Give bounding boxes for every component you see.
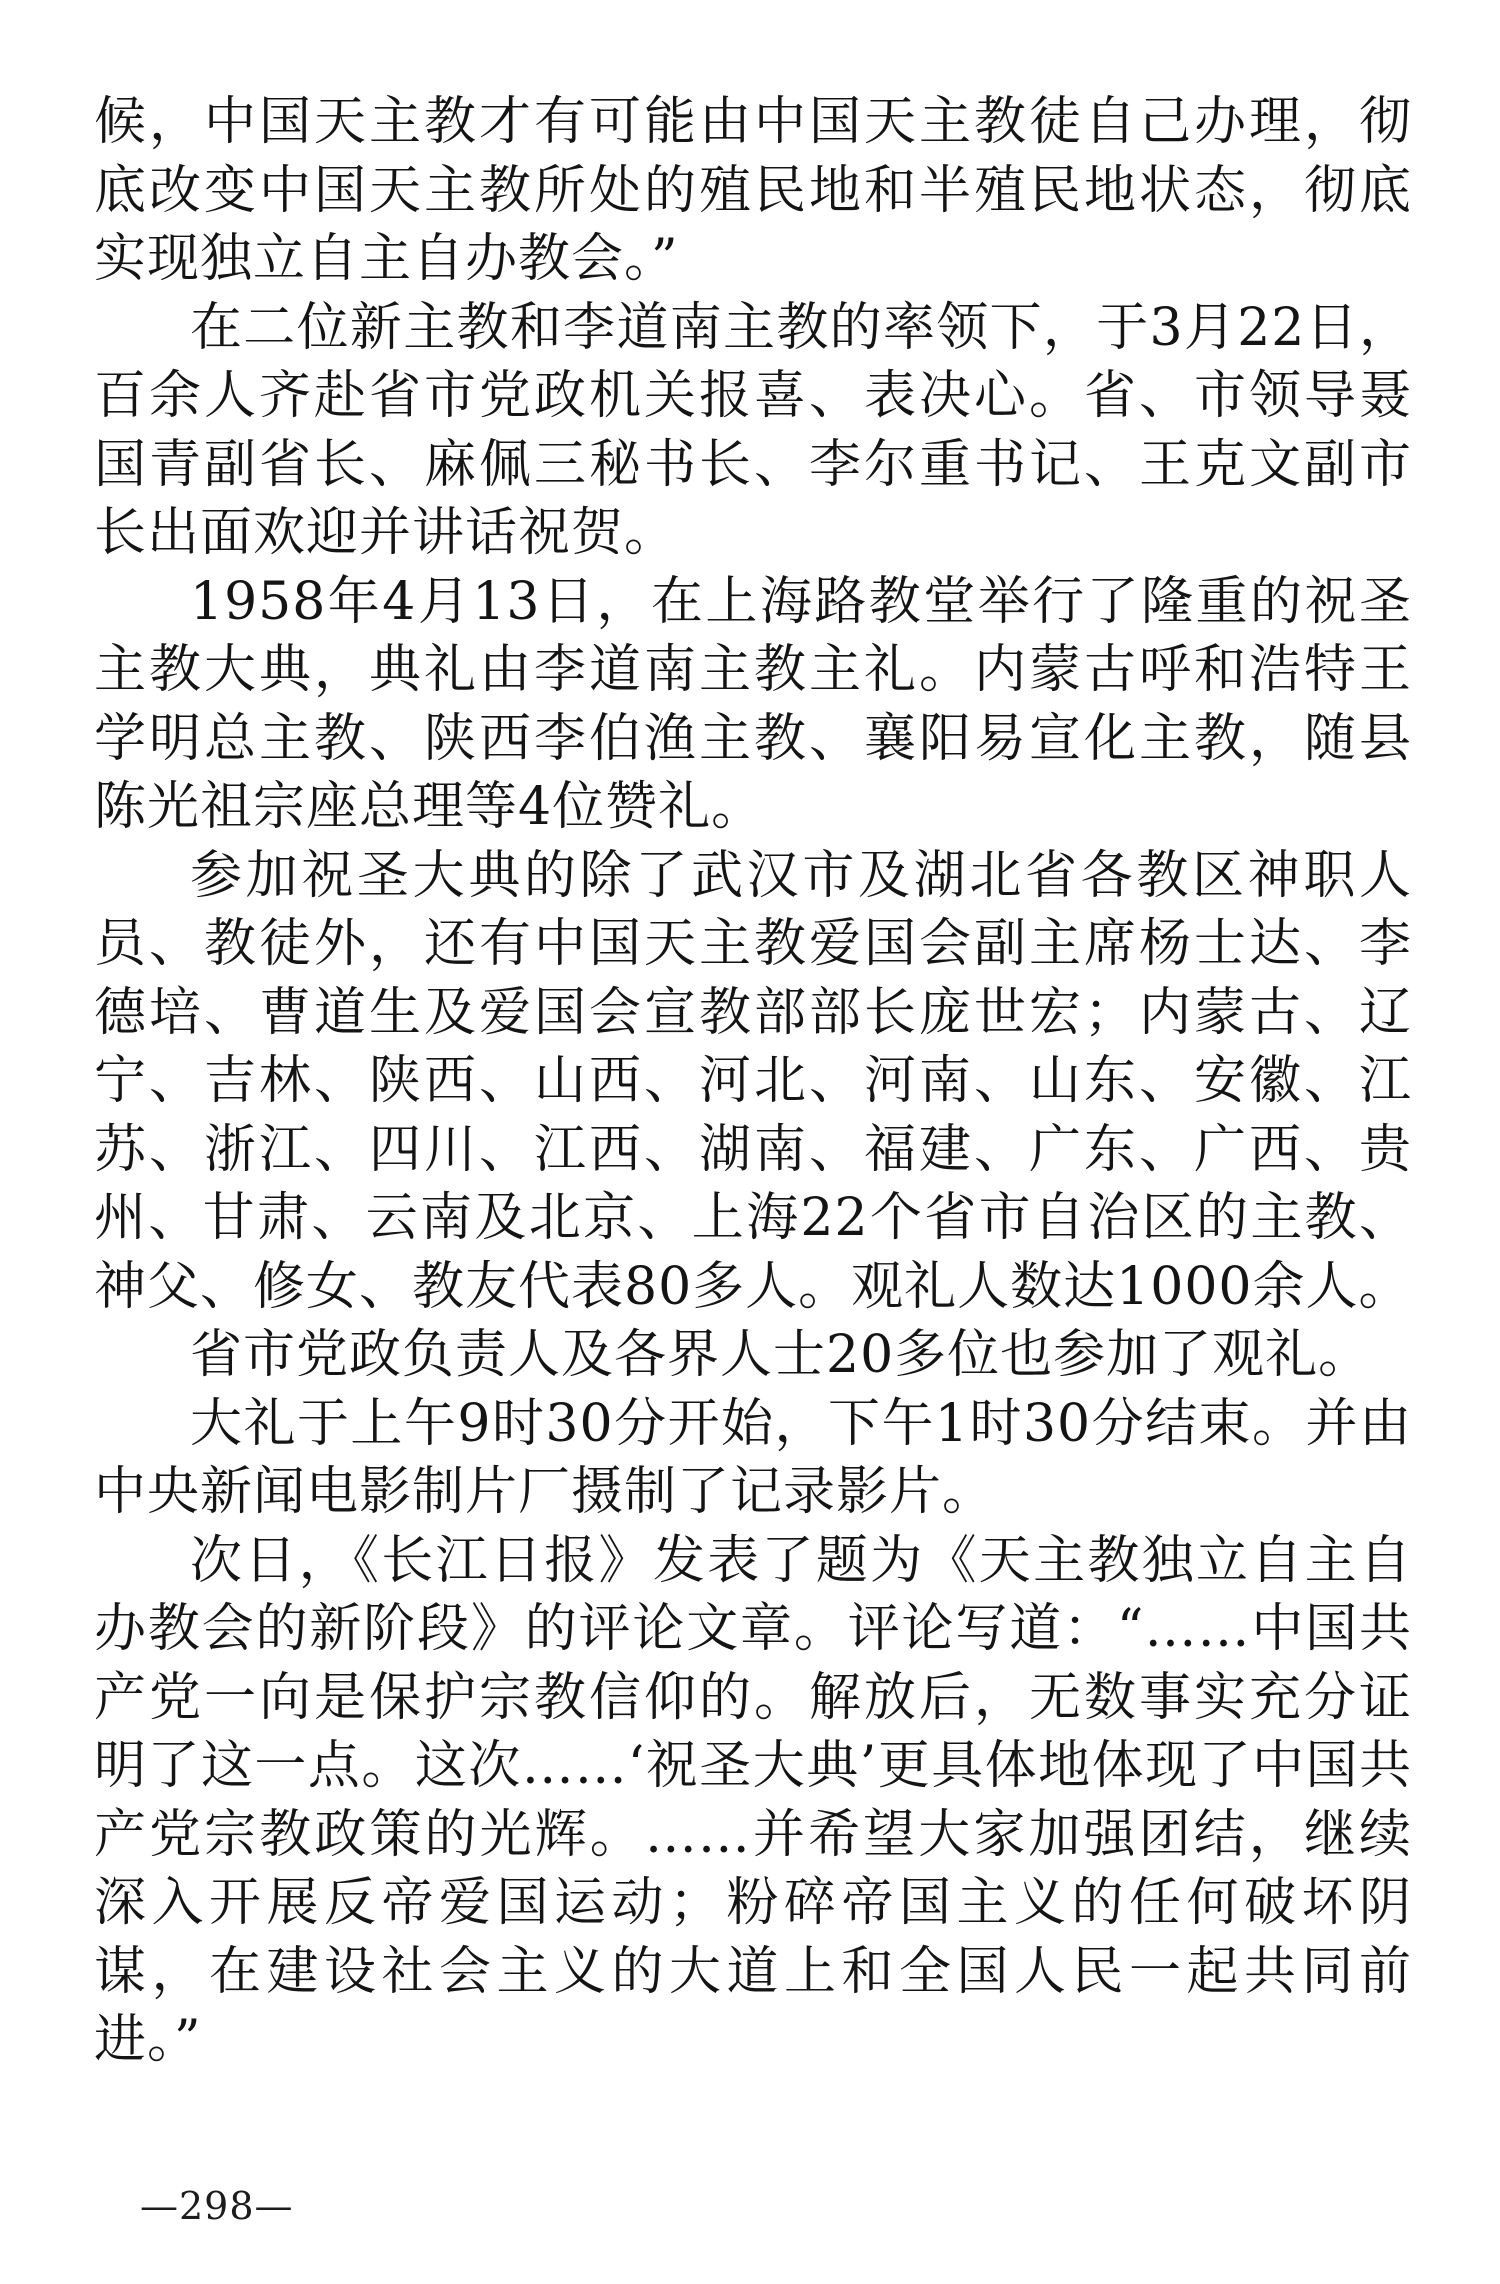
paragraph-ceremony-time: 大礼于上午9时30分开始，下午1时30分结束。并由中央新闻电影制片厂摄制了记录影片。 [94, 1393, 1412, 1522]
paragraph-officials: 省市党政负责人及各界人士20多位也参加了观礼。 [190, 1325, 1372, 1385]
book-page-body [94, 88, 1412, 2075]
page-number: —298— [140, 2184, 294, 2228]
paragraph-attendees: 参加祝圣大典的除了武汉市及湖北省各教区神职人员、教徒外，还有中国天主教爱国会副主席杨士达、李德培、曹道生及爱国会宣教部部长庞世宏；内蒙古、辽宁、吉林、陕西、山西、河北、河南、山东、安徽、江苏、浙江、四川、江西、湖南、福建、广东、广西、贵州、甘肃、云南及北京、上海22个省市自治区的主教、神父、修女、教友代表80多人。观礼人数达1000余人。 [94, 845, 1412, 1317]
paragraph-continued-quote: 候，中国天主教才有可能由中国天主教徒自己办理，彻底改变中国天主教所处的殖民地和半殖民地状态，彻底实现独立自主自办教会。” [94, 92, 1412, 289]
paragraph-bishops-report: 在二位新主教和李道南主教的率领下，于3月22日，百余人齐赴省市党政机关报喜、表决心。省、市领导聂国青副省长、麻佩三秘书长、李尔重书记、王克文副市长出面欢迎并讲话祝贺。 [94, 297, 1412, 563]
paragraph-consecration-ceremony: 1958年4月13日，在上海路教堂举行了隆重的祝圣主教大典，典礼由李道南主教主礼。内蒙古呼和浩特王学明总主教、陕西李伯渔主教、襄阳易宣化主教，随县陈光祖宗座总理等4位赞礼。 [94, 571, 1412, 837]
paragraph-newspaper-commentary: 次日，《长江日报》发表了题为《天主教独立自主自办教会的新阶段》的评论文章。评论写道：“……中国共产党一向是保护宗教信仰的。解放后，无数事实充分证明了这一点。这次……‘祝圣大典’更具体地体现了中国共产党宗教政策的光辉。……并希望大家加强团结，继续深入开展反帝爱国运动；粉碎帝国主义的任何破坏阴谋，在建设社会主义的大道上和全国人民一起共同前进。” [94, 1530, 1412, 2070]
